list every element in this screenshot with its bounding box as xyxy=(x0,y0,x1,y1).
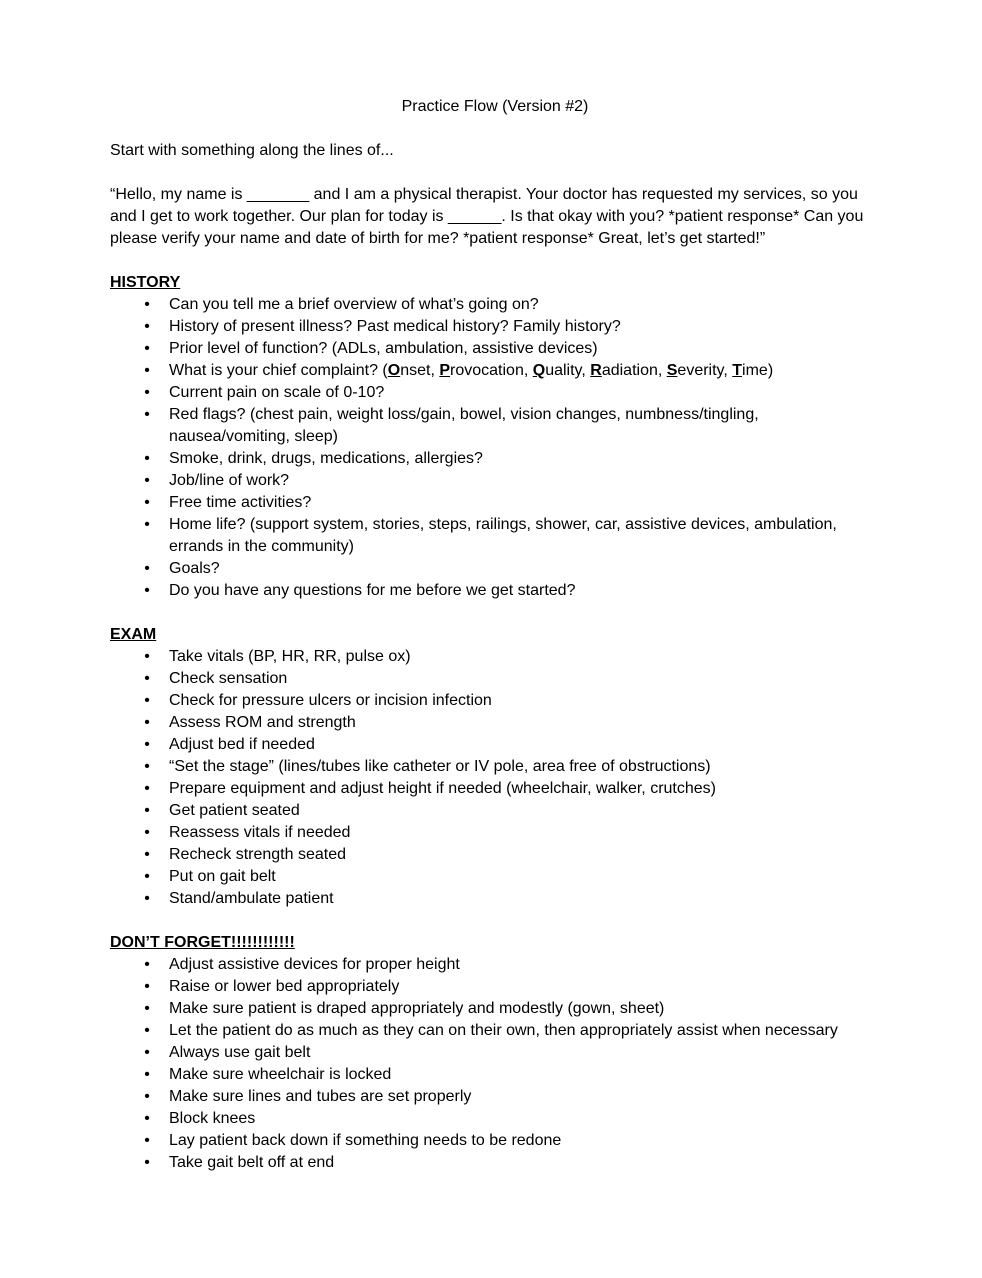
exam-list xyxy=(110,646,880,910)
list-item xyxy=(110,448,880,470)
bullet-icon: • xyxy=(144,1132,150,1149)
bullet-icon: • xyxy=(144,560,150,577)
bullet-icon: • xyxy=(144,890,150,907)
list-item xyxy=(110,690,880,712)
bullet-icon: • xyxy=(144,450,150,467)
list-item-text: Can you tell me a brief overview of what’s going on? xyxy=(169,296,539,313)
list-item-text: Make sure lines and tubes are set properly xyxy=(169,1088,472,1105)
list-item xyxy=(110,1064,880,1086)
mnemonic-letter: Q xyxy=(532,362,546,379)
mnemonic-word-rest: nset, xyxy=(400,362,440,379)
list-item xyxy=(110,756,880,778)
bullet-icon: • xyxy=(144,406,150,423)
list-item-text: Adjust bed if needed xyxy=(169,736,315,753)
chief-complaint-prefix: What is your chief complaint? ( xyxy=(169,362,388,379)
history-heading: HISTORY xyxy=(110,274,181,291)
list-item xyxy=(110,294,880,316)
list-item xyxy=(110,646,880,668)
bullet-icon: • xyxy=(144,846,150,863)
list-item-text: Job/line of work? xyxy=(169,472,290,489)
bullet-icon: • xyxy=(144,318,150,335)
list-item xyxy=(110,844,880,866)
bullet-icon: • xyxy=(144,384,150,401)
intro-text: Start with something along the lines of... xyxy=(110,142,394,159)
list-item xyxy=(110,712,880,734)
list-item xyxy=(110,800,880,822)
list-item xyxy=(110,316,880,338)
mnemonic-letter: T xyxy=(732,362,743,379)
mnemonic-word-rest: ime) xyxy=(742,362,774,379)
list-item-text: Reassess vitals if needed xyxy=(169,824,351,841)
bullet-icon: • xyxy=(144,1044,150,1061)
mnemonic-word-rest: rovocation, xyxy=(450,362,533,379)
list-item-text: Current pain on scale of 0-10? xyxy=(169,384,385,401)
list-item-text: Take gait belt off at end xyxy=(169,1154,335,1171)
list-item-text: Raise or lower bed appropriately xyxy=(169,978,400,995)
list-item-text: Let the patient do as much as they can on their own, then appropriately assist when necessary xyxy=(169,1022,838,1039)
list-item-text: Red flags? (chest pain, weight loss/gain, bowel, vision changes, numbness/tingling, nausea/vomiting, sleep) xyxy=(169,406,759,445)
list-item xyxy=(110,734,880,756)
bullet-icon: • xyxy=(144,868,150,885)
list-item-text: “Set the stage” (lines/tubes like catheter or IV pole, area free of obstructions) xyxy=(169,758,711,775)
dont-forget-list xyxy=(110,954,880,1174)
list-item xyxy=(110,976,880,998)
list-item xyxy=(110,1108,880,1130)
history-list xyxy=(110,294,880,602)
list-item-text: Make sure wheelchair is locked xyxy=(169,1066,392,1083)
list-item xyxy=(110,492,880,514)
mnemonic-letter: P xyxy=(439,362,451,379)
list-item-text: Home life? (support system, stories, steps, railings, shower, car, assistive devices, ambulation, errands in the community) xyxy=(169,516,837,555)
list-item xyxy=(110,1042,880,1064)
bullet-icon: • xyxy=(144,1000,150,1017)
greeting-script: “Hello, my name is _______ and I am a physical therapist. Your doctor has requested my services, so you and I get to work together. Our plan for today is ______. Is that okay with you? *patient response* Can you please verify your name and date of birth for me? *patient response* Great, let’s get started!” xyxy=(110,186,864,247)
bullet-icon: • xyxy=(144,956,150,973)
bullet-icon: • xyxy=(144,340,150,357)
list-item xyxy=(110,404,880,448)
list-item-text: Check for pressure ulcers or incision infection xyxy=(169,692,492,709)
bullet-icon: • xyxy=(144,516,150,533)
bullet-icon: • xyxy=(144,362,150,379)
list-item-text: Goals? xyxy=(169,560,220,577)
bullet-icon: • xyxy=(144,802,150,819)
list-item-text: Make sure patient is draped appropriately and modestly (gown, sheet) xyxy=(169,1000,665,1017)
list-item-text: Assess ROM and strength xyxy=(169,714,356,731)
list-item xyxy=(110,1130,880,1152)
list-item xyxy=(110,822,880,844)
list-item-text: History of present illness? Past medical history? Family history? xyxy=(169,318,621,335)
bullet-icon: • xyxy=(144,714,150,731)
mnemonic-letter: R xyxy=(590,362,602,379)
list-item xyxy=(110,1020,880,1042)
list-item-text: Prior level of function? (ADLs, ambulation, assistive devices) xyxy=(169,340,598,357)
list-item-text: Take vitals (BP, HR, RR, pulse ox) xyxy=(169,648,411,665)
bullet-icon: • xyxy=(144,472,150,489)
list-item-text: Get patient seated xyxy=(169,802,300,819)
list-item-text: Check sensation xyxy=(169,670,288,687)
document-page xyxy=(110,96,880,1174)
list-item-text: Recheck strength seated xyxy=(169,846,346,863)
bullet-icon: • xyxy=(144,736,150,753)
list-item-text: Adjust assistive devices for proper height xyxy=(169,956,460,973)
list-item-text: Prepare equipment and adjust height if needed (wheelchair, walker, crutches) xyxy=(169,780,716,797)
list-item xyxy=(110,866,880,888)
list-item xyxy=(110,382,880,404)
bullet-icon: • xyxy=(144,1154,150,1171)
list-item xyxy=(110,580,880,602)
bullet-icon: • xyxy=(144,1066,150,1083)
exam-heading: EXAM xyxy=(110,626,157,643)
list-item-text: Always use gait belt xyxy=(169,1044,311,1061)
bullet-icon: • xyxy=(144,758,150,775)
bullet-icon: • xyxy=(144,824,150,841)
list-item-text: Block knees xyxy=(169,1110,256,1127)
mnemonic-letter: O xyxy=(387,362,401,379)
chief-complaint-text xyxy=(169,362,773,379)
bullet-icon: • xyxy=(144,780,150,797)
list-item-text: Free time activities? xyxy=(169,494,312,511)
mnemonic-word-rest: uality, xyxy=(545,362,591,379)
bullet-icon: • xyxy=(144,296,150,313)
bullet-icon: • xyxy=(144,1088,150,1105)
list-item-text: Lay patient back down if something needs to be redone xyxy=(169,1132,562,1149)
list-item xyxy=(110,514,880,558)
list-item-text: Smoke, drink, drugs, medications, allergies? xyxy=(169,450,483,467)
bullet-icon: • xyxy=(144,978,150,995)
mnemonic-letter: S xyxy=(666,362,678,379)
mnemonic-word-rest: adiation, xyxy=(601,362,667,379)
list-item xyxy=(110,998,880,1020)
bullet-icon: • xyxy=(144,582,150,599)
bullet-icon: • xyxy=(144,1110,150,1127)
list-item-text: Stand/ambulate patient xyxy=(169,890,334,907)
list-item xyxy=(110,1086,880,1108)
bullet-icon: • xyxy=(144,648,150,665)
list-item xyxy=(110,888,880,910)
bullet-icon: • xyxy=(144,1022,150,1039)
list-item-text: Put on gait belt xyxy=(169,868,276,885)
dont-forget-heading: DON’T FORGET!!!!!!!!!!!! xyxy=(110,934,295,951)
list-item xyxy=(110,778,880,800)
list-item xyxy=(110,470,880,492)
mnemonic-word-rest: everity, xyxy=(677,362,733,379)
list-item xyxy=(110,360,880,382)
list-item xyxy=(110,954,880,976)
document-title: Practice Flow (Version #2) xyxy=(401,98,589,115)
list-item xyxy=(110,558,880,580)
list-item-text: Do you have any questions for me before we get started? xyxy=(169,582,576,599)
list-item xyxy=(110,668,880,690)
bullet-icon: • xyxy=(144,692,150,709)
list-item xyxy=(110,1152,880,1174)
bullet-icon: • xyxy=(144,670,150,687)
bullet-icon: • xyxy=(144,494,150,511)
list-item xyxy=(110,338,880,360)
